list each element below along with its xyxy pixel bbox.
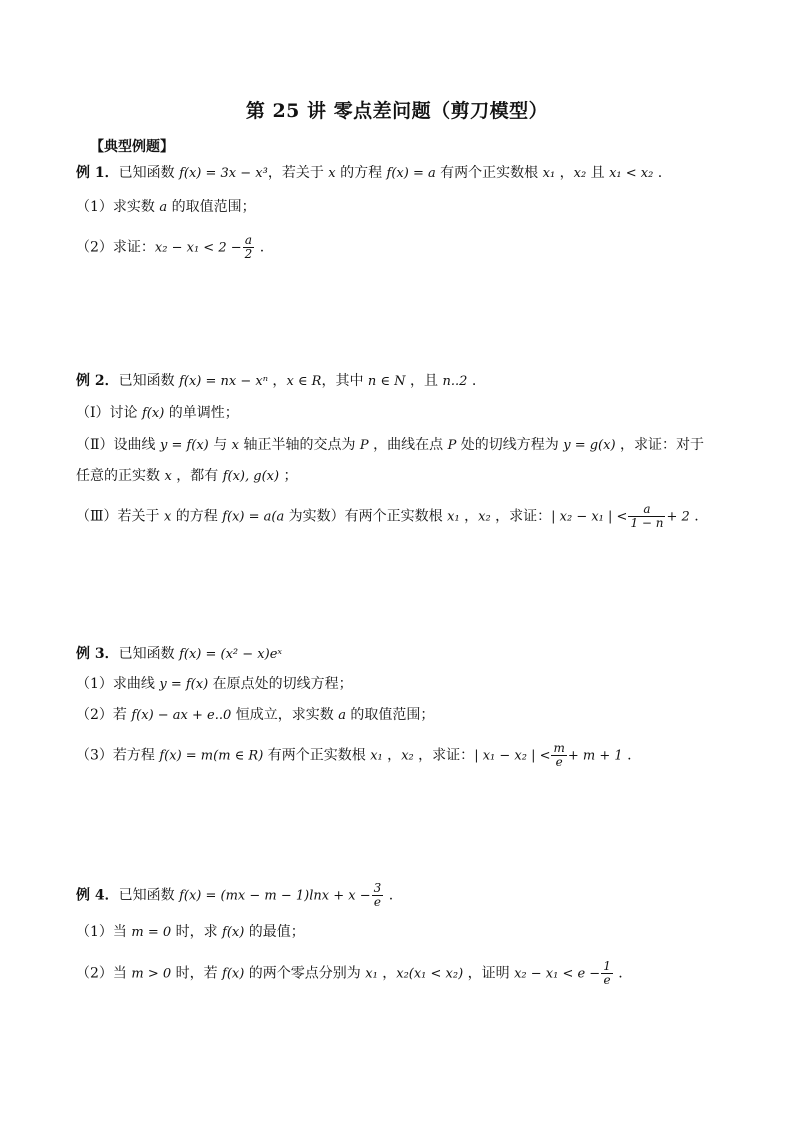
ex2-statement: 例 2．已知函数 f(x) = nx − xⁿ ，x ∈ R，其中 n ∈ N ，且 n..2 . [76, 373, 477, 389]
ex3-question-1: （1）求曲线 y = f(x) 在原点处的切线方程； [76, 676, 353, 692]
ex4-label: 例 4． [76, 887, 119, 904]
ex3-fraction: $\frac{m}{e}$ [553, 741, 565, 769]
section-label: 【典型例题】 [90, 139, 174, 155]
ex4-question-2: （2）当 m > 0 时，若 f(x) 的两个零点分别为 x₁ ，x₂(x₁ < x₂) ，证明 x₂ − x₁ < e − $\frac{1}{e}$ . [76, 959, 623, 987]
ex3-statement: 例 3．已知函数 f(x) = (x² − x)eˣ [76, 646, 283, 662]
ex1-fraction: $\frac{a}{2}$ [244, 233, 253, 261]
ex1-question-2: （2）求证：x₂ − x₁ < 2 − $\frac{a}{2}$ . [76, 233, 265, 261]
ex4-question-1: （1）当 m = 0 时，求 f(x) 的最值； [76, 924, 305, 940]
ex2-label: 例 2． [76, 373, 119, 389]
ex4-statement: 例 4．已知函数 f(x) = (mx − m − 1)lnx + x − $\frac{3}{e}$ . [76, 881, 394, 909]
ex2-question-2-cont: 任意的正实数 x ，都有 f(x)‚ g(x) ； [76, 468, 298, 484]
ex1-label: 例 1． [76, 165, 119, 181]
page-title: 第 25 讲 零点差问题（剪刀模型） [245, 100, 549, 122]
ex2-fraction: $\frac{a}{1 - n}$ [630, 502, 664, 530]
ex3-question-3: （3）若方程 f(x) = m(m ∈ R) 有两个正实数根 x₁ ，x₂ ，求证：| x₁ − x₂ | < $\frac{m}{e}$ + m + 1 . [76, 741, 632, 769]
ex3-label: 例 3． [76, 646, 119, 662]
ex2-question-3: （Ⅲ）若关于 x 的方程 f(x) = a(a 为实数）有两个正实数根 x₁ ，x₂ ，求证：| x₂ − x₁ | < $\frac{a}{1 - n}$ + 2 . [76, 502, 699, 530]
ex1-question-1: （1）求实数 a 的取值范围； [76, 199, 256, 215]
ex4-fraction-2: $\frac{1}{e}$ [603, 959, 611, 987]
ex4-fraction-1: $\frac{3}{e}$ [373, 881, 382, 909]
ex2-question-1: （Ⅰ）讨论 f(x) 的单调性； [76, 405, 239, 421]
ex2-question-2: （Ⅱ）设曲线 y = f(x) 与 x 轴正半轴的交点为 P ，曲线在点 P 处的切线方程为 y = g(x) ，求证：对于 [76, 437, 704, 453]
ex1-statement: 例 1．已知函数 f(x) = 3x − x³，若关于 x 的方程 f(x) = a 有两个正实数根 x₁ ，x₂ 且 x₁ < x₂ . [76, 165, 663, 181]
ex1-function: f(x) = 3x − x³ [179, 166, 268, 181]
ex3-question-2: （2）若 f(x) − ax + e..0 恒成立，求实数 a 的取值范围； [76, 707, 435, 723]
